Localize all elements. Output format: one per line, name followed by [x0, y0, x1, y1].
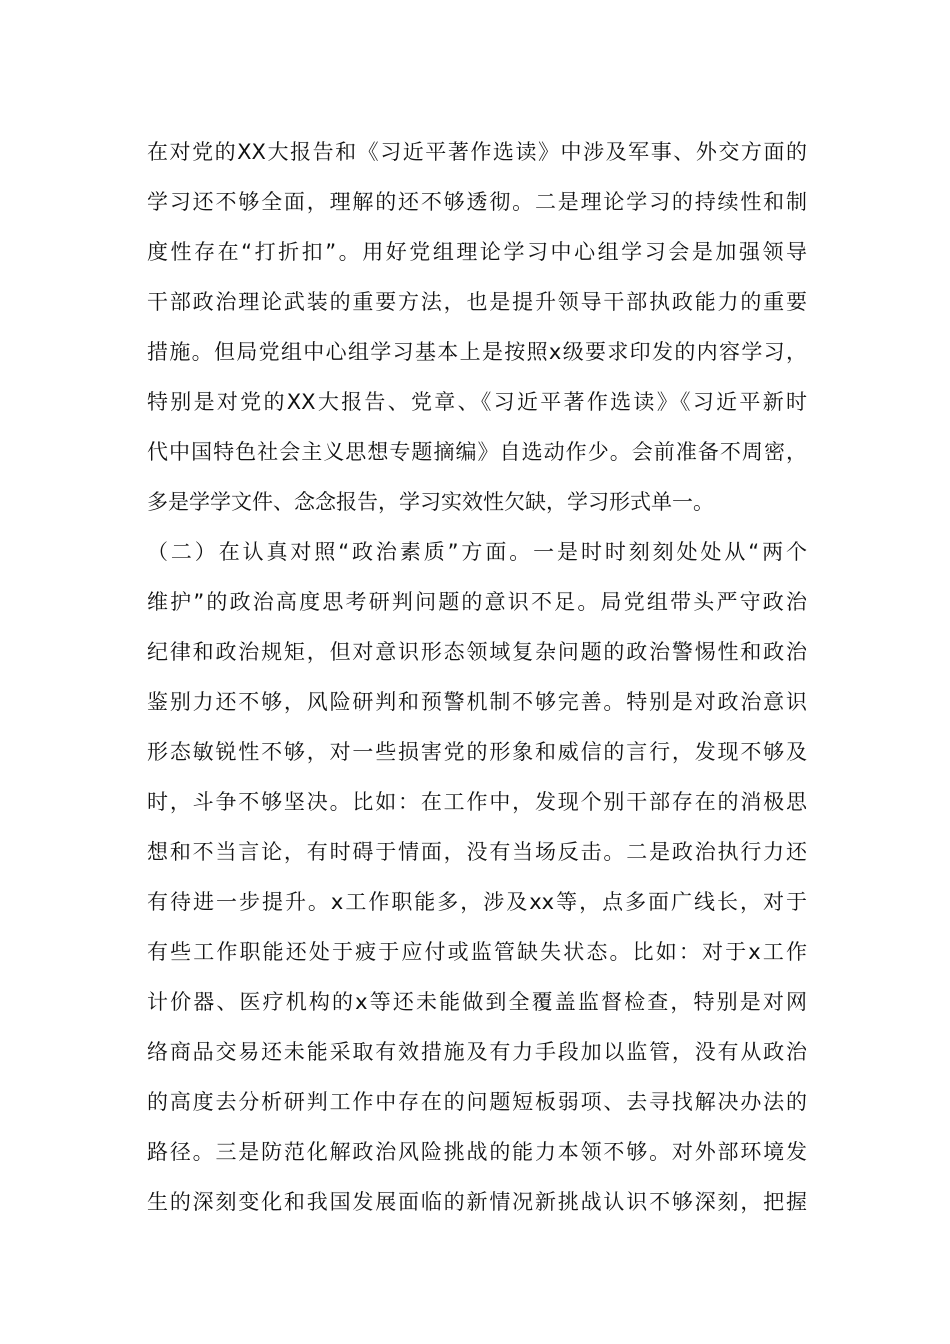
- text-line: 多是学学文件、念念报告，学习实效性欠缺，学习形式单一。: [147, 490, 714, 514]
- text-line: 络商品交易还未能采取有效措施及有力手段加以监管，没有从政治: [147, 1040, 807, 1064]
- text-line: 措施。但局党组中心组学习基本上是按照x级要求印发的内容学习，: [147, 340, 807, 364]
- text-line: 代中国特色社会主义思想专题摘编》自选动作少。会前准备不周密，: [147, 440, 807, 464]
- text-line: 度性存在“打折扣”。用好党组理论学习中心组学习会是加强领导: [147, 240, 807, 264]
- text-line: 学习还不够全面，理解的还不够透彻。二是理论学习的持续性和制: [147, 190, 807, 214]
- text-line: 纪律和政治规矩，但对意识形态领域复杂问题的政治警惕性和政治: [147, 640, 807, 664]
- text-line: 在对党的XX大报告和《习近平著作选读》中涉及军事、外交方面的: [147, 140, 807, 164]
- text-line: 生的深刻变化和我国发展面临的新情况新挑战认识不够深刻，把握: [147, 1190, 807, 1214]
- text-line: 特别是对党的XX大报告、党章、《习近平著作选读》《习近平新时: [147, 390, 807, 414]
- text-line: 时，斗争不够坚决。比如：在工作中，发现个别干部存在的消极思: [147, 790, 807, 814]
- text-line: 想和不当言论，有时碍于情面，没有当场反击。二是政治执行力还: [147, 840, 807, 864]
- text-line: 的高度去分析研判工作中存在的问题短板弱项、去寻找解决办法的: [147, 1090, 807, 1114]
- text-line: 形态敏锐性不够，对一些损害党的形象和威信的言行，发现不够及: [147, 740, 807, 764]
- text-line: 鉴别力还不够，风险研判和预警机制不够完善。特别是对政治意识: [147, 690, 807, 714]
- text-line: 有些工作职能还处于疲于应付或监管缺失状态。比如：对于x工作: [147, 940, 807, 964]
- text-line: 计价器、医疗机构的x等还未能做到全覆盖监督检查，特别是对网: [147, 990, 807, 1014]
- text-line: 有待进一步提升。x工作职能多，涉及xx等，点多面广线长，对于: [147, 890, 807, 914]
- text-line: 干部政治理论武装的重要方法，也是提升领导干部执政能力的重要: [147, 290, 807, 314]
- text-line: 路径。三是防范化解政治风险挑战的能力本领不够。对外部环境发: [147, 1140, 807, 1164]
- text-line: （二）在认真对照“政治素质”方面。一是时时刻刻处处从“两个: [147, 540, 807, 564]
- text-line: 维护”的政治高度思考研判问题的意识不足。局党组带头严守政治: [147, 590, 807, 614]
